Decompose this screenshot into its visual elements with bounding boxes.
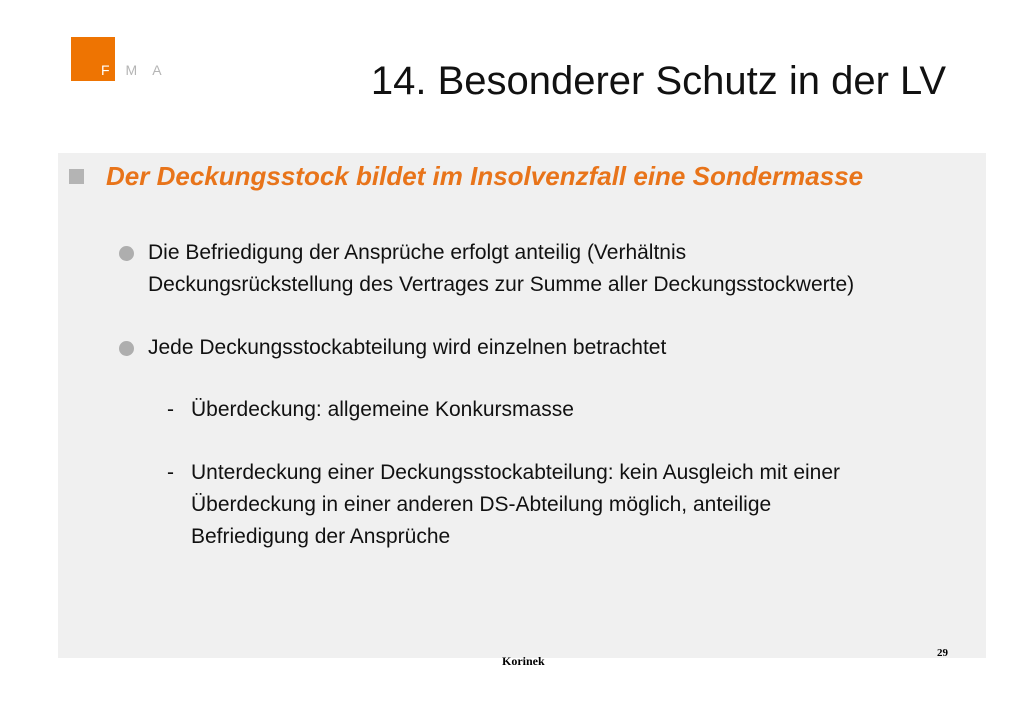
section-heading: Der Deckungsstock bildet im Insolvenzfall eine Sondermasse [106,160,864,191]
slide-title: 14. Besonderer Schutz in der LV [370,59,946,103]
circle-bullet-icon [119,246,134,261]
dash-marker: - [167,461,174,484]
dash-marker: - [167,398,174,421]
square-bullet-icon [69,169,84,184]
logo-letters-ma: M A [115,62,168,78]
sub-item-text [191,457,840,553]
bullet-item [119,332,928,364]
sub-item-line: Überdeckung: allgemeine Konkursmasse [191,398,574,421]
fma-logo-text [101,62,168,78]
sub-item-line: Überdeckung in einer anderen DS-Abteilung möglich, anteilige [191,493,772,516]
bullet-text [148,332,928,364]
fma-logo [71,37,168,85]
sub-item-line: Befriedigung der Ansprüche [191,525,451,548]
circle-bullet-icon [119,341,134,356]
bullet-line: Jede Deckungsstockabteilung wird einzelnen betrachtet [148,336,667,359]
bullet-line: Die Befriedigung der Ansprüche erfolgt anteilig (Verhältnis [148,241,687,264]
section-heading-row [69,159,863,193]
sub-item-line: Unterdeckung einer Deckungsstockabteilung: kein Ausgleich mit einer [191,461,841,484]
content-panel [58,153,986,658]
bullet-text [148,237,928,301]
sub-item [167,394,574,426]
page-number: 29 [937,647,948,659]
logo-letter-f: F [101,62,116,78]
bullet-item [119,237,928,301]
bullet-line: Deckungsrückstellung des Vertrages zur Summe aller Deckungsstockwerte) [148,273,855,296]
sub-item [167,457,840,553]
sub-item-text [191,394,574,426]
footer-author: Korinek [502,654,545,668]
